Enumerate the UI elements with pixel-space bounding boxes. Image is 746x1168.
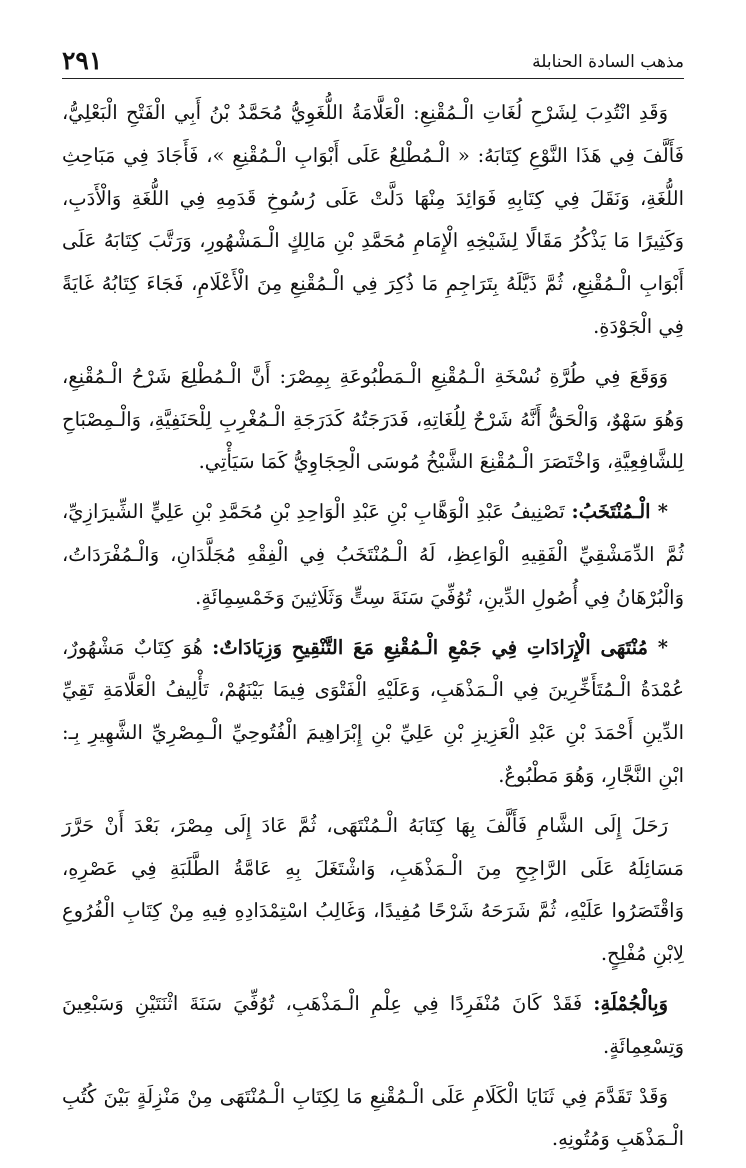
paragraph-text: هُوَ كِتَابٌ مَشْهُورٌ، عُمْدَةُ الْـمُتَأَخِّرِينَ فِي الْـمَذْهَبِ، وَعَلَيْهِ الْفَتْوَى فِيمَا بَيْنَهُمْ، تَأْلِيفُ الْعَلَّامَةِ تَقِيِّ الدِّينِ أَحْمَدَ بْنِ عَبْدِ الْعَزِيزِ بْنِ عَلِيِّ بْنِ إِبْرَاهِيمَ الْفُتُوحِيِّ الْـمِصْرِيِّ الشَّهِيرِ بِـ: ابْنِ النَّجَّارِ، وَهُوَ مَطْبُوعٌ. xyxy=(62,635,684,787)
page-header xyxy=(62,44,684,80)
paragraph-text: فَقَدْ كَانَ مُنْفَرِدًا فِي عِلْمِ الْـمَذْهَبِ، تُوُفِّيَ سَنَةَ اثْنَتَيْنِ وَسَبْعِينَ وَتِسْعِمِائَةٍ. xyxy=(62,991,684,1058)
running-title: مذهب السادة الحنابلة xyxy=(532,52,684,72)
page-body xyxy=(62,92,684,1168)
paragraph-text: وَقَدِ انْتُدِبَ لِشَرْحِ لُغَاتِ الْـمُقْنِعِ: الْعَلَّامَةُ اللُّغَوِيُّ مُحَمَّدُ بْنُ أَبِي الْفَتْحِ الْبَعْلِيُّ، فَأَلَّفَ فِي هَذَا النَّوْعِ كِتَابَهُ: « الْـمُطْلِعُ عَلَى أَبْوَابِ الْـمُقْنِعِ »، فَأَجَادَ فِي مَبَاحِثِ اللُّغَةِ، وَنَقَلَ فِي كِتَابِهِ فَوَائِدَ مِنْهَا دَلَّتْ عَلَى رُسُوخِ قَدَمِهِ فِي اللُّغَةِ وَالْأَدَبِ، وَكَثِيرًا مَا يَذْكُرُ مَقَالًا لِشَيْخِهِ الْإِمَامِ مُحَمَّدِ بْنِ مَالِكٍ الْـمَشْهُورِ، وَرَتَّبَ كِتَابَهُ عَلَى أَبْوَابِ الْـمُقْنِعِ، ثُمَّ ذَيَّلَهُ بِتَرَاجِمِ مَا ذُكِرَ فِي الْـمُقْنِعِ مِنَ الْأَعْلَامِ، فَجَاءَ كِتَابُهُ غَايَةً فِي الْجَوْدَةِ. xyxy=(62,101,684,338)
paragraph-text: تَصْنِيفُ عَبْدِ الْوَهَّابِ بْنِ عَبْدِ الْوَاحِدِ بْنِ مُحَمَّدِ بْنِ عَلِيٍّ الشِّيرَازِيِّ، ثُمَّ الدِّمَشْقِيِّ الْفَقِيهِ الْوَاعِظِ، لَهُ الْـمُنْتَخَبُ فِي الْفِقْهِ مُجَلَّدَانِ، وَالْـمُفْرَدَاتُ، وَالْبُرْهَانُ فِي أُصُولِ الدِّينِ، تُوُفِّيَ سَنَةَ سِتٍّ وَثَلَاثِينَ وَخَمْسِمِائَةٍ. xyxy=(62,500,684,609)
page-number: ٢٩١ xyxy=(62,46,103,75)
paragraph-text: وَقَدْ تَقَدَّمَ فِي ثَنَايَا الْكَلَامِ عَلَى الْـمُقْنِعِ مَا لِكِتَابِ الْـمُنْتَهَى مِنْ مَنْزِلَةٍ بَيْنَ كُتُبِ الْـمَذْهَبِ وَمُتُونِهِ. xyxy=(62,1084,684,1151)
lead-phrase: وَبِالْجُمْلَةِ: xyxy=(593,991,668,1015)
entry-heading: * الْـمُنْتَخَبُ: xyxy=(571,500,668,524)
header-rule xyxy=(62,78,684,79)
paragraph-text: وَوَقَعَ فِي طُرَّةِ نُسْخَةِ الْـمُقْنِعِ الْـمَطْبُوعَةِ بِمِصْرَ: أَنَّ الْـمُطْلِعَ شَرْحُ الْـمُقْنِعِ، وَهُوَ سَهْوٌ، وَالْحَقُّ أَنَّهُ شَرْحٌ لِلُغَاتِهِ، فَدَرَجَتُهُ كَدَرَجَةِ الْـمُغْرِبِ لِلْحَنَفِيَّةِ، وَالْـمِصْبَاحِ لِلشَّافِعِيَّةِ، وَاخْتَصَرَ الْـمُقْنِعَ الشَّيْخُ مُوسَى الْحِجَاوِيُّ كَمَا سَيَأْتِي. xyxy=(62,364,684,474)
entry-paragraph xyxy=(62,627,684,798)
paragraph xyxy=(62,92,684,349)
paragraph xyxy=(62,356,684,484)
paragraph-text: رَحَلَ إِلَى الشَّامِ فَأَلَّفَ بِهَا كِتَابَهُ الْـمُنْتَهَى، ثُمَّ عَادَ إِلَى مِصْرَ، بَعْدَ أَنْ حَرَّرَ مَسَائِلَهُ عَلَى الرَّاجِحِ مِنَ الْـمَذْهَبِ، وَاشْتَغَلَ بِهِ عَامَّةُ الطَّلَبَةِ فِي عَصْرِهِ، وَاقْتَصَرُوا عَلَيْهِ، ثُمَّ شَرَحَهُ شَرْحًا مُفِيدًا، وَغَالِبُ اسْتِمْدَادِهِ فِيهِ مِنْ كِتَابِ الْفُرُوعِ لِابْنِ مُفْلِحٍ. xyxy=(62,813,684,966)
paragraph xyxy=(62,805,684,976)
entry-paragraph xyxy=(62,491,684,619)
paragraph xyxy=(62,983,684,1069)
paragraph xyxy=(62,1076,684,1162)
entry-heading: * مُنْتَهَى الْإِرَادَاتِ فِي جَمْعِ الْـمُقْنِعِ مَعَ التَّنْقِيحِ وَزِيَادَاتٌ: xyxy=(212,635,669,659)
